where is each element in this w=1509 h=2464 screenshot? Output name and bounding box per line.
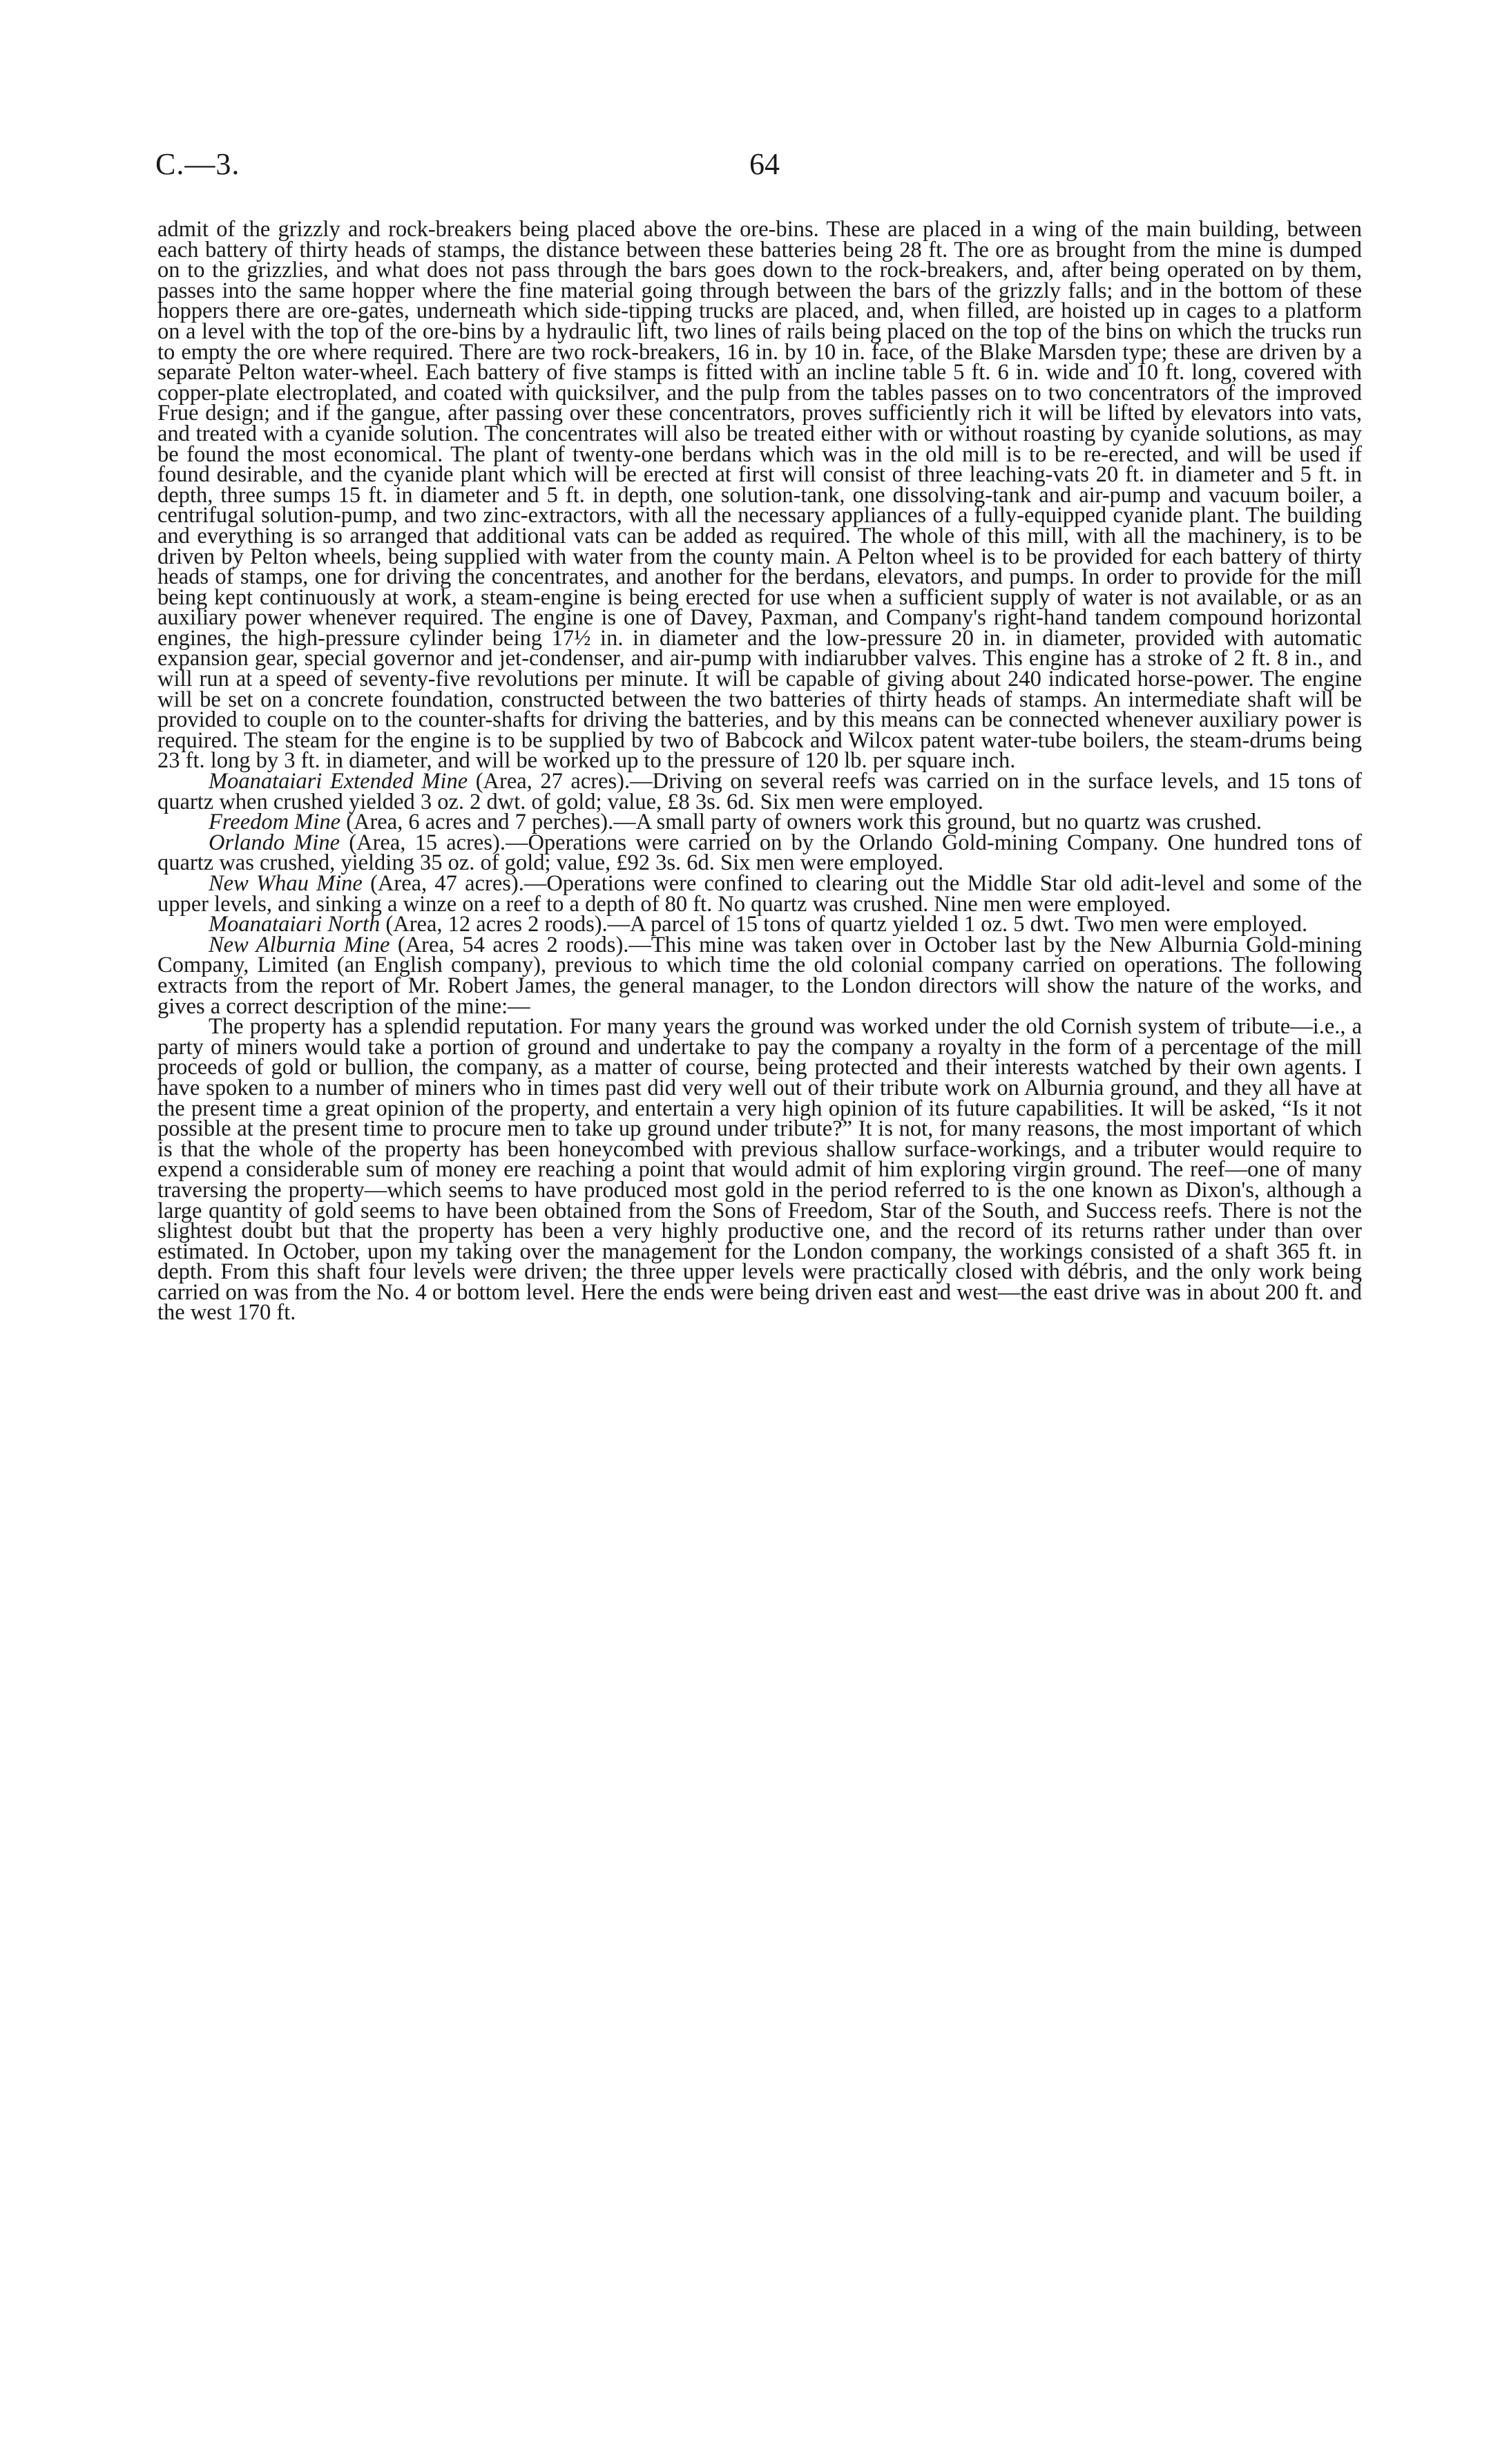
mine-entry-moanataiari-extended [157,769,1362,814]
page-number: 64 [749,147,780,181]
mine-name: New Alburnia Mine [209,932,390,957]
mine-name: Orlando Mine [209,830,340,855]
mine-entry-orlando [157,830,1362,876]
page-header [155,146,1361,188]
mine-details: (Area, 12 acres 2 roods).—A parcel of 15 tons of quartz yielded 1 oz. 5 dwt. Two men were employed. [380,912,1308,937]
report-quote: The property has a splendid reputation. For many years the ground was worked under the old Cornish system of tribute—i.e., a party of miners would take a portion of ground and undertake to pay the company a royalty in the form of a percentage of the mill proceeds of gold or bullion, the company, as a matter of course, being protected and their interests watched by their own agents. I have spoken to a number of miners who in times past did very well out of their tribute work on Alburnia ground, and they all have at the present time a great opinion of the property, and entertain a very high opinion of its future capabilities. It will be asked, “Is it not possible at the present time to procure men to take up ground under tribute?” It is not, for many reasons, the most important of which is that the whole of the property has been honeycombed with previous shallow surface-workings, and a tributer would require to expend a considerable sum of money ere reaching a point that would admit of him exploring virgin ground. The reef—one of many traversing the property—which seems to have produced most gold in the period referred to is the one known as Dixon's, although a large quantity of gold seems to have been obtained from the Sons of Freedom, Star of the South, and Success reefs. There is not the slightest doubt but that the property has been a very highly productive one, and the record of its returns rather under than over estimated. In October, upon my taking over the management for the London company, the workings consisted of a shaft 365 ft. in depth. From this shaft four levels were driven; the three upper levels were practically closed with débris, and the only work being carried on was from the No. 4 or bottom level. Here the ends were being driven east and west—the east drive was in about 200 ft. and the west 170 ft. [157,1014,1362,1326]
mine-details: (Area, 54 acres 2 roods).—This mine was taken over in October last by the New Alburnia Gold-mining Company, Limited (an English company), previous to which time the old colonial company carried on operations. The following extracts from the report of Mr. Robert James, the general manager, to the London directors will show the nature of the works, and gives a correct description of the mine:— [157,932,1362,1019]
document-id: C.—3. [155,147,240,181]
mine-entry-new-whau [157,871,1363,917]
mine-entry-new-alburnia [157,932,1362,1019]
body-text [157,217,1363,1326]
mine-details: (Area, 6 acres and 7 perches).—A small party of owners work this ground, but no quartz was crushed. [340,810,1262,835]
paragraph-mill-description: admit of the grizzly and rock-breakers being placed above the ore-bins. These are placed in a wing of the main building, between each battery of thirty heads of stamps, the distance between these batteries being 28 ft. The ore as brought from the mine is dumped on to the grizzlies, and what does not pass through the bars goes down to the rock-breakers, and, after being operated on by them, passes into the same hopper where the fine material going through between the bars of the grizzly falls; and in the bottom of these hoppers there are ore-gates, underneath which side-tipping trucks are placed, and, when filled, are hoisted up in cages to a platform on a level with the top of the ore-bins by a hydraulic lift, two lines of rails being placed on the top of the bins on which the trucks run to empty the ore where required. There are two rock-breakers, 16 in. by 10 in. face, of the Blake Marsden type; these are driven by a separate Pelton water-wheel. Each battery of five stamps is fitted with an incline table 5 ft. 6 in. wide and 10 ft. long, covered with copper-plate electroplated, and coated with quicksilver, and the pulp from the tables passes on to two concentrators of the improved Frue design; and if the gangue, after passing over these concentrators, proves sufficiently rich it will be lifted by elevators into vats, and treated with a cyanide solution. The concentrates will also be treated either with or without roasting by cyanide solutions, as may be found the most economical. The plant of twenty-one berdans which was in the old mill is to be re-erected, and will be used if found desirable, and the cyanide plant which will be erected at first will consist of three leaching-vats 20 ft. in diameter and 5 ft. in depth, three sumps 15 ft. in diameter and 5 ft. in depth, one solution-tank, one dissolving-tank and air-pump and vacuum boiler, a centrifugal solution-pump, and two zinc-extractors, with all the necessary appliances of a fully-equipped cyanide plant. The building and everything is so arranged that additional vats can be added as required. The whole of this mill, with all the machinery, is to be driven by Pelton wheels, being supplied with water from the county main. A Pelton wheel is to be provided for each battery of thirty heads of stamps, one for driving the concentrates, and another for the berdans, elevators, and pumps. In order to provide for the mill being kept continuously at work, a steam-engine is being erected for use when a sufficient supply of water is not available, or as an auxiliary power whenever required. The engine is one of Davey, Paxman, and Company's right-hand tandem compound horizontal engines, the high-pressure cylinder being 17½ in. in diameter and the low-pressure 20 in. in diameter, provided with automatic expansion gear, special governor and jet-condenser, and air-pump with indiarubber valves. This engine has a stroke of 2 ft. 8 in., and will run at a speed of seventy-five revolutions per minute. It will be capable of giving about 240 indicated horse-power. The engine will be set on a concrete foundation, constructed between the two batteries of thirty heads of stamps. An intermediate shaft will be provided to couple on to the counter-shafts for driving the batteries, and by this means can be connected whenever auxiliary power is required. The steam for the engine is to be supplied by two of Babcock and Wilcox patent water-tube boilers, the steam-drums being 23 ft. long by 3 ft. in diameter, and will be worked up to the pressure of 120 lb. per square inch. [157,217,1362,774]
mine-name: Freedom Mine [209,810,341,835]
mine-details: (Area, 27 acres).—Driving on several reefs was carried on in the surface levels, and 15 tons of quartz when crushed yielded 3 oz. 2 dwt. of gold; value, £8 3s. 6d. Six men were employed. [157,769,1362,814]
mine-name: Moanataiari Extended Mine [209,769,468,794]
mine-details: (Area, 47 acres).—Operations were confined to clearing out the Middle Star old adit-level and some of the upper levels, and sinking a winze on a reef to a depth of 80 ft. No quartz was crushed. Nine men were employed. [157,871,1363,917]
mine-details: (Area, 15 acres).—Operations were carried on by the Orlando Gold-mining Company. One hundred tons of quartz was crushed, yielding 35 oz. of gold; value, £92 3s. 6d. Six men were employed. [157,830,1362,876]
mine-name: New Whau Mine [209,871,363,896]
mine-name: Moanataiari North [209,912,381,937]
